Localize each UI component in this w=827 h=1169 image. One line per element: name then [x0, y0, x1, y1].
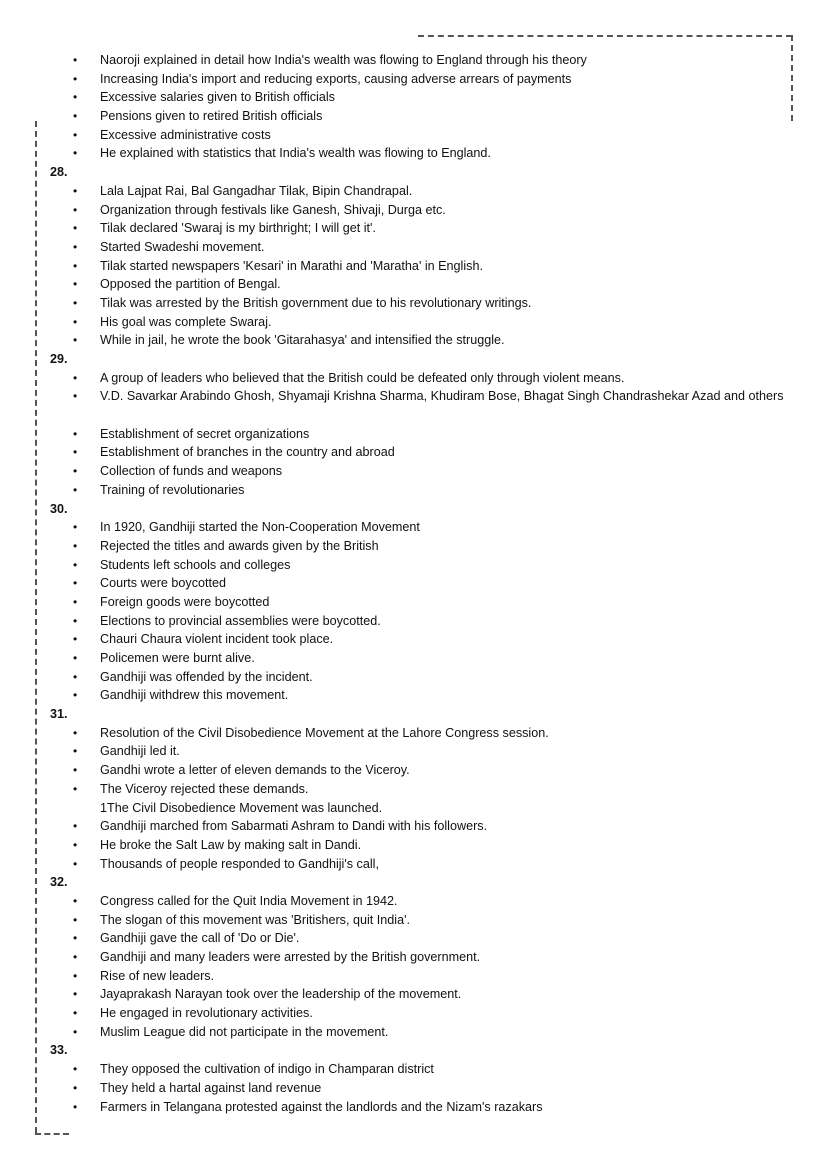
bullet-icon: •: [73, 464, 78, 479]
bullet-icon: •: [73, 893, 78, 908]
bullet-icon: •: [73, 557, 78, 572]
list-item-text: Tilak started newspapers 'Kesari' in Marathi and 'Maratha' in English.: [100, 258, 483, 273]
list-item-text: Training of revolutionaries: [100, 482, 245, 497]
list-item: [0, 425, 827, 444]
list-item-text: They held a hartal against land revenue: [100, 1080, 322, 1095]
page-frame-bottom: [35, 1133, 69, 1135]
bullet-icon: •: [73, 632, 78, 647]
bullet-icon: •: [73, 389, 78, 404]
bullet-icon: •: [73, 594, 78, 609]
bullet-icon: •: [73, 221, 78, 236]
list-item: [0, 201, 827, 220]
bullet-icon: •: [73, 370, 78, 385]
bullet-icon: •: [73, 109, 78, 124]
question-number-row: [0, 163, 827, 182]
list-item-text: Gandhiji was offended by the incident.: [100, 669, 313, 684]
list-item-text: Tilak was arrested by the British government due to his revolutionary writings.: [100, 295, 532, 310]
list-item: [0, 1079, 827, 1098]
bullet-icon: •: [73, 295, 78, 310]
list-item: [0, 1098, 827, 1117]
list-item: [0, 275, 827, 294]
bullet-icon: •: [73, 1099, 78, 1114]
list-item: [0, 612, 827, 631]
bullet-icon: •: [73, 333, 78, 348]
list-item: [0, 799, 827, 818]
bullet-icon: •: [73, 950, 78, 965]
list-item-text: Pensions given to retired British officials: [100, 109, 323, 124]
list-item-text: Organization through festivals like Ganesh, Shivaji, Durga etc.: [100, 202, 446, 217]
list-item-text: Students left schools and colleges: [100, 557, 291, 572]
question-number-row: [0, 1041, 827, 1060]
list-item: [0, 313, 827, 332]
list-item-text: The Viceroy rejected these demands.: [100, 781, 309, 796]
list-item: [0, 574, 827, 593]
bullet-icon: •: [73, 314, 78, 329]
list-item-text: Foreign goods were boycotted: [100, 594, 270, 609]
bullet-icon: •: [73, 520, 78, 535]
bullet-icon: •: [73, 856, 78, 871]
list-item-text: Gandhiji withdrew this movement.: [100, 688, 289, 703]
list-item-text: Congress called for the Quit India Movement in 1942.: [100, 893, 398, 908]
list-item: [0, 144, 827, 163]
question-number-row: [0, 873, 827, 892]
bullet-icon: •: [73, 1080, 78, 1095]
list-item-text: Policemen were burnt alive.: [100, 651, 255, 666]
list-item: [0, 855, 827, 874]
list-item: [0, 481, 827, 500]
list-item: [0, 668, 827, 687]
bullet-icon: •: [73, 1006, 78, 1021]
list-item: [0, 929, 827, 948]
bullet-icon: •: [73, 426, 78, 441]
question-number-row: [0, 705, 827, 724]
question-number: 28.: [50, 165, 68, 180]
list-item-text: Courts were boycotted: [100, 576, 226, 591]
bullet-icon: •: [73, 688, 78, 703]
question-number: 31.: [50, 707, 68, 722]
list-item: [0, 948, 827, 967]
list-item-text: While in jail, he wrote the book 'Gitarahasya' and intensified the struggle.: [100, 333, 505, 348]
list-item: [0, 593, 827, 612]
question-number-row: [0, 350, 827, 369]
bullet-icon: •: [73, 987, 78, 1002]
list-item: [0, 761, 827, 780]
list-item: [0, 742, 827, 761]
question-number: 33.: [50, 1043, 68, 1058]
bullet-icon: •: [73, 183, 78, 198]
bullet-icon: •: [73, 53, 78, 67]
bullet-icon: •: [73, 763, 78, 778]
list-item-text: The slogan of this movement was 'Britishers, quit India'.: [100, 912, 410, 927]
list-item-text: Rise of new leaders.: [100, 968, 215, 983]
bullet-icon: •: [73, 912, 78, 927]
bullet-icon: •: [73, 482, 78, 497]
bullet-icon: •: [73, 71, 78, 86]
list-item-text: Muslim League did not participate in the movement.: [100, 1024, 389, 1039]
bullet-icon: •: [73, 1062, 78, 1077]
list-item: [0, 257, 827, 276]
bullet-icon: •: [73, 613, 78, 628]
question-number-row: [0, 500, 827, 519]
list-item-text: Started Swadeshi movement.: [100, 239, 265, 254]
list-item: [0, 649, 827, 668]
list-item: [0, 462, 827, 481]
list-item-text: Resolution of the Civil Disobedience Movement at the Lahore Congress session.: [100, 725, 549, 740]
list-item-text: Excessive administrative costs: [100, 127, 271, 142]
list-item-text: 1The Civil Disobedience Movement was launched.: [100, 800, 383, 815]
list-item: [0, 126, 827, 145]
bullet-icon: •: [73, 744, 78, 759]
list-item-text: Gandhiji marched from Sabarmati Ashram to Dandi with his followers.: [100, 819, 488, 834]
list-item: [0, 537, 827, 556]
bullet-icon: •: [73, 781, 78, 796]
bullet-icon: •: [73, 202, 78, 217]
list-item-text: Gandhiji gave the call of 'Do or Die'.: [100, 931, 300, 946]
bullet-icon: •: [73, 146, 78, 161]
bullet-icon: •: [73, 931, 78, 946]
list-item-text: Tilak declared 'Swaraj is my birthright; I will get it'.: [100, 221, 376, 236]
list-item: [0, 686, 827, 705]
bullet-icon: •: [73, 651, 78, 666]
bullet-icon: •: [73, 1024, 78, 1039]
list-item-text: Establishment of secret organizations: [100, 426, 310, 441]
list-item-text: He engaged in revolutionary activities.: [100, 1006, 313, 1021]
list-item: [0, 780, 827, 799]
list-item-text: He explained with statistics that India's wealth was flowing to England.: [100, 146, 491, 161]
bullet-icon: •: [73, 837, 78, 852]
page-frame-top: [418, 35, 792, 37]
bullet-icon: •: [73, 239, 78, 254]
list-item: [0, 182, 827, 201]
bullet-icon: •: [73, 725, 78, 740]
list-item-text: Increasing India's import and reducing exports, causing adverse arrears of payments: [100, 71, 572, 86]
list-item: [0, 724, 827, 743]
list-item: [0, 985, 827, 1004]
list-item-text: Gandhiji and many leaders were arrested by the British government.: [100, 950, 481, 965]
list-item: [0, 1060, 827, 1079]
list-item: [0, 51, 827, 70]
list-item-text: Gandhi wrote a letter of eleven demands to the Viceroy.: [100, 763, 410, 778]
list-item-text: His goal was complete Swaraj.: [100, 314, 272, 329]
list-item: [0, 369, 827, 388]
list-item-text: Chauri Chaura violent incident took place.: [100, 632, 334, 647]
list-item: [0, 630, 827, 649]
list-item-text: A group of leaders who believed that the British could be defeated only through violent means.: [100, 370, 625, 385]
list-item: [0, 1023, 827, 1042]
answer-list: [0, 51, 827, 1116]
bullet-icon: •: [73, 968, 78, 983]
list-item: [0, 387, 827, 424]
list-item: [0, 967, 827, 986]
list-item-text: Elections to provincial assemblies were boycotted.: [100, 613, 381, 628]
list-item-text: He broke the Salt Law by making salt in Dandi.: [100, 837, 362, 852]
list-item: [0, 331, 827, 350]
list-item-text: Establishment of branches in the country and abroad: [100, 445, 395, 460]
list-item: [0, 238, 827, 257]
list-item: [0, 1004, 827, 1023]
list-item: [0, 88, 827, 107]
list-item-text: Jayaprakash Narayan took over the leadership of the movement.: [100, 987, 462, 1002]
bullet-icon: •: [73, 445, 78, 460]
list-item-text: Lala Lajpat Rai, Bal Gangadhar Tilak, Bipin Chandrapal.: [100, 183, 413, 198]
list-item-text: Collection of funds and weapons: [100, 464, 283, 479]
list-item-text: Gandhiji led it.: [100, 744, 180, 759]
list-item: [0, 107, 827, 126]
question-number: 29.: [50, 352, 68, 366]
list-item: [0, 70, 827, 89]
list-item: [0, 836, 827, 855]
bullet-icon: •: [73, 258, 78, 273]
bullet-icon: •: [73, 127, 78, 142]
list-item: [0, 518, 827, 537]
list-item-text: Thousands of people responded to Gandhiji's call,: [100, 856, 379, 871]
list-item-text: V.D. Savarkar Arabindo Ghosh, Shyamaji Krishna Sharma, Khudiram Bose, Bhagat Singh Chandrashekar Azad and others: [100, 389, 784, 404]
list-item-text: Opposed the partition of Bengal.: [100, 277, 281, 292]
list-item: [0, 911, 827, 930]
list-item-text: Farmers in Telangana protested against the landlords and the Nizam's razakars: [100, 1099, 543, 1114]
list-item: [0, 892, 827, 911]
list-item: [0, 443, 827, 462]
bullet-icon: •: [73, 669, 78, 684]
bullet-icon: •: [73, 90, 78, 105]
bullet-icon: •: [73, 277, 78, 292]
list-item-text: Excessive salaries given to British officials: [100, 90, 335, 105]
list-item: [0, 556, 827, 575]
list-item-text: Rejected the titles and awards given by the British: [100, 538, 379, 553]
list-item: [0, 817, 827, 836]
list-item: [0, 294, 827, 313]
list-item: [0, 219, 827, 238]
bullet-icon: •: [73, 576, 78, 591]
list-item-text: They opposed the cultivation of indigo in Champaran district: [100, 1062, 434, 1077]
bullet-icon: •: [73, 819, 78, 834]
bullet-icon: •: [73, 538, 78, 553]
list-item-text: Naoroji explained in detail how India's wealth was flowing to England through his theory: [100, 53, 587, 67]
question-number: 32.: [50, 875, 68, 890]
question-number: 30.: [50, 501, 68, 516]
list-item-text: In 1920, Gandhiji started the Non-Cooperation Movement: [100, 520, 420, 535]
